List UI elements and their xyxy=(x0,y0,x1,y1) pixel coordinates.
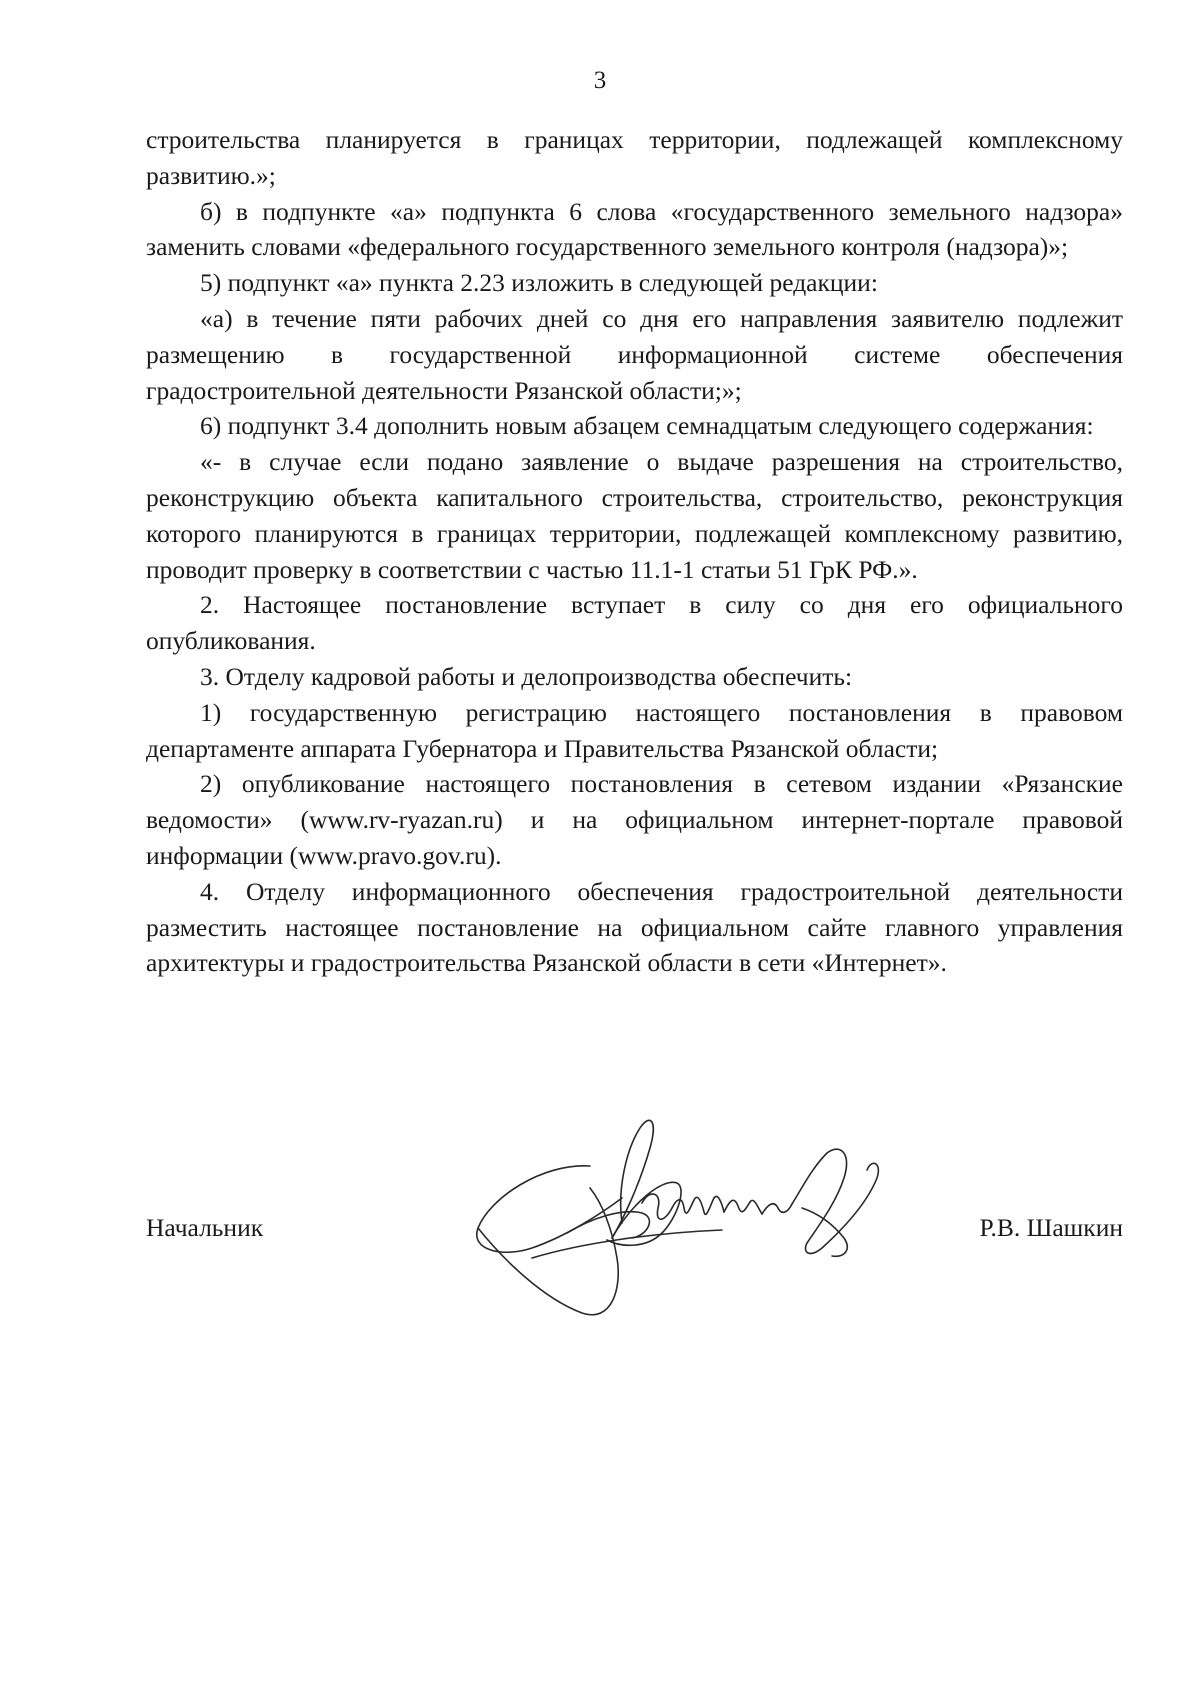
paragraph: 2) опубликование настоящего постановления в сетевом издании «Рязанские ведомости» (www.rv-ryazan.ru) и на официальном интернет-портале правовой информации (www.pravo.gov.ru). xyxy=(146,769,1123,870)
paragraph: 5) подпункт «а» пункта 2.23 изложить в следующей редакции: xyxy=(200,268,878,298)
paragraph: 4. Отделу информационного обеспечения градостроительной деятельности разместить настоящее постановление на официальном сайте главного управления архитектуры и градостроительства Рязанской области в сети «Интернет». xyxy=(146,876,1123,978)
document-body xyxy=(146,122,1123,981)
paragraph: 1) государственную регистрацию настоящего постановления в правовом департаменте аппарата Губернатора и Правительства Рязанской области; xyxy=(146,697,1123,763)
page-number: 3 xyxy=(593,67,607,94)
paragraph: б) в подпункте «а» подпункта 6 слова «государственного земельного надзора» заменить словами «федерального государственного земельного контроля (надзора)»; xyxy=(146,196,1123,262)
signature-block xyxy=(146,1210,1123,1250)
paragraph: «а) в течение пяти рабочих дней со дня его направления заявителю подлежит размещению в государственной информационной системе обеспечения градостроительной деятельности Рязанской области;»; xyxy=(146,303,1123,405)
paragraph: строительства планируется в границах территории, подлежащей комплексному развитию.»; xyxy=(146,125,1123,190)
paragraph: «- в случае если подано заявление о выдаче разрешения на строительство, реконструкцию объекта капитального строительства, строительство, реконструкция которого планируются в границах территории, подлежащей комплексному развитию, проводит проверку в соответствии с частью 11.1-1 статьи 51 ГрК РФ.». xyxy=(146,447,1123,584)
paragraph: 6) подпункт 3.4 дополнить новым абзацем семнадцатым следующего содержания: xyxy=(200,411,1094,441)
signatory-name: Р.В. Шашкин xyxy=(979,1213,1123,1242)
signatory-position: Начальник xyxy=(146,1213,264,1242)
paragraph: 3. Отделу кадровой работы и делопроизводства обеспечить: xyxy=(200,661,853,691)
paragraph: 2. Настоящее постановление вступает в силу со дня его официального опубликования. xyxy=(146,590,1123,656)
